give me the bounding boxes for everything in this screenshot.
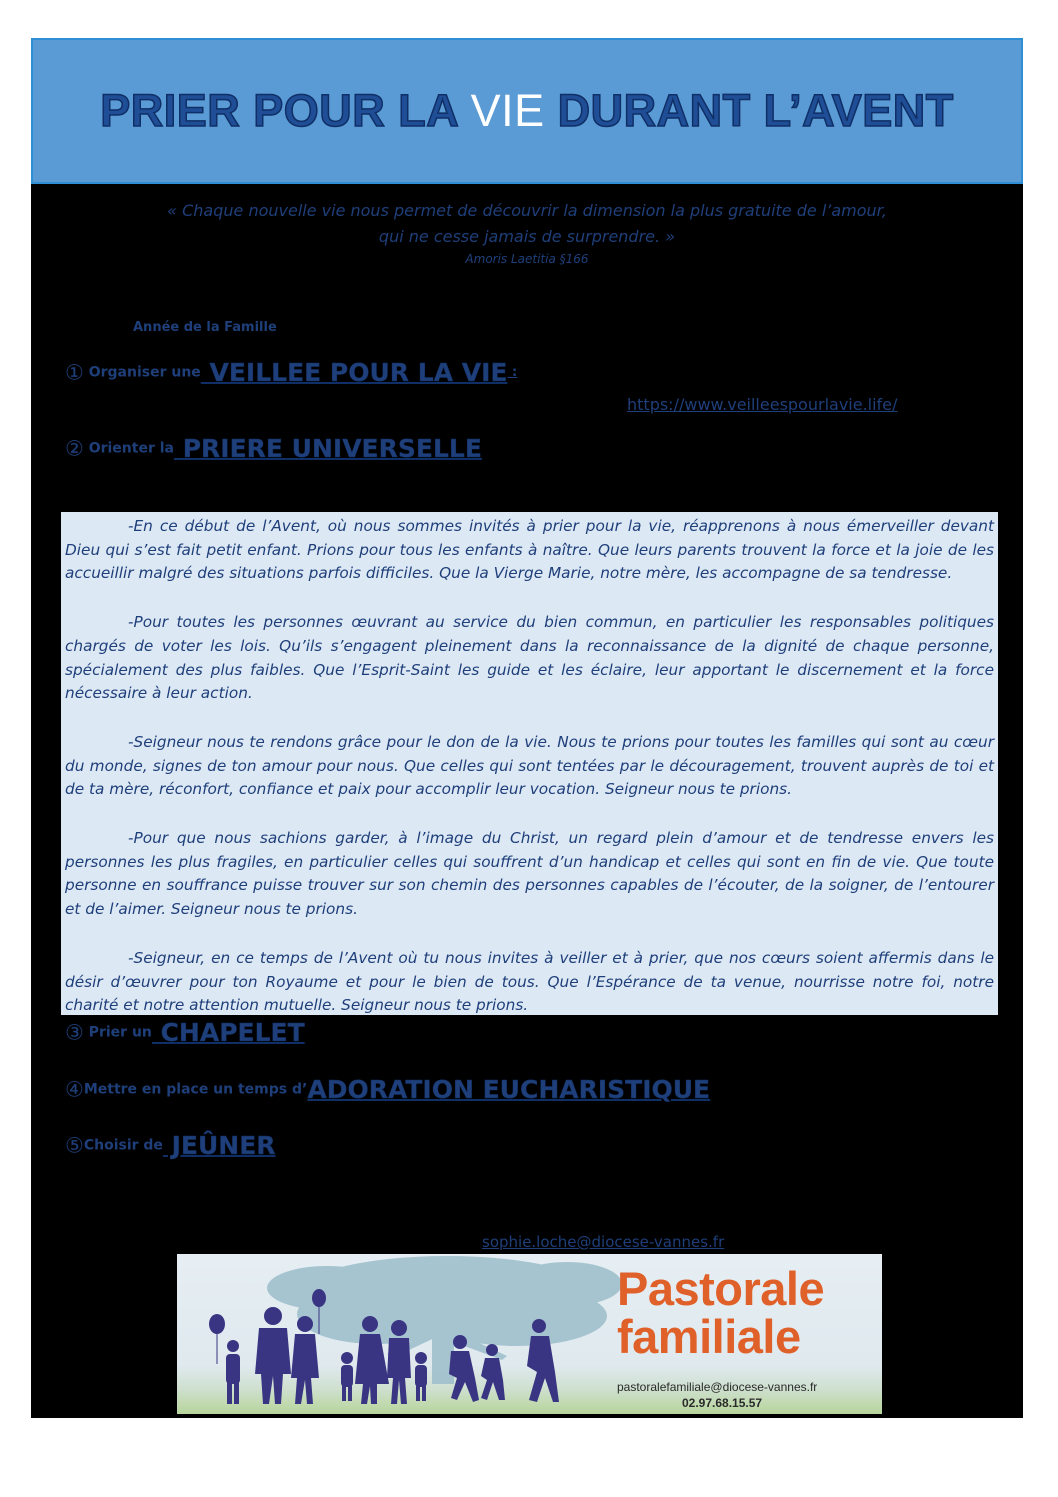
step-adoration [65, 1075, 710, 1104]
banner-title-line-2: familiale [617, 1310, 801, 1363]
step-jeuner [65, 1131, 276, 1160]
pastorale-banner [177, 1254, 882, 1414]
title-highlight: VIE [470, 85, 545, 136]
step-intro: Organiser une [83, 364, 201, 381]
step-number: ① [65, 360, 84, 385]
prayer-paragraph: -Pour toutes les personnes œuvrant au service du bien commun, en particulier les responsables politiques chargés de voter les lois. Qu’ils s’engagent pleinement dans la reconnaissance de la dignité de chaque personne, spécialement des plus faibles. Que l’Esprit-Saint les guide et les éclaire, leur apportant le discernement et la force nécessaire à leur action. [65, 613, 994, 703]
step-heading: CHAPELET [151, 1018, 305, 1047]
step-priere [65, 434, 482, 463]
step-intro: Mettre en place un temps d’ [83, 1081, 308, 1098]
step-intro: Prier un [83, 1024, 152, 1041]
step-intro: Choisir de [83, 1137, 163, 1154]
step-heading: ADORATION EUCHARISTIQUE [307, 1075, 711, 1104]
veillee-link[interactable]: https://www.veilleespourlavie.life/ [627, 395, 898, 414]
step-chapelet [65, 1018, 305, 1047]
step-number: ③ [65, 1020, 84, 1045]
prayer-paragraph: -Seigneur nous te rendons grâce pour le don de la vie. Nous te prions pour toutes les familles qui sont au cœur du monde, signes de ton amour pour nous. Que celles qui sont tentées par le découragement, trouvent auprès de toi et de ta mère, réconfort, confiance et paix pour accomplir leur vocation. Seigneur nous te prions. [65, 732, 994, 799]
step-heading: VEILLEE POUR LA VIE [200, 358, 508, 387]
contact-email-link[interactable]: sophie.loche@diocese-vannes.fr [482, 1233, 725, 1251]
year-label: Année de la Famille [133, 320, 277, 335]
step-heading: JEÛNER [162, 1131, 276, 1160]
step-number: ② [65, 436, 84, 461]
prayer-paragraph: -Seigneur, en ce temps de l’Avent où tu nous invites à veiller et à prier, que nos cœurs soient affermis dans le désir d’œuvrer pour ton Royaume et pour le bien de tous. Que l’Espérance de ta venue, nourrisse notre foi, notre charité et notre attention mutuelle. Seigneur nous te prions. [65, 948, 994, 1015]
title-banner [31, 38, 1023, 184]
prayers-box [61, 512, 998, 1015]
banner-email: pastoralefamiliale@diocese-vannes.fr [617, 1380, 818, 1394]
step-veillee [65, 358, 517, 387]
step-number: ⑤ [65, 1133, 84, 1158]
banner-title-line-1: Pastorale [617, 1262, 825, 1315]
document-page [31, 38, 1023, 1418]
step-heading: PRIERE UNIVERSELLE [173, 434, 482, 463]
quote-source: Amoris Laetitia §166 [465, 252, 589, 266]
quote-line-1: « Chaque nouvelle vie nous permet de découvrir la dimension la plus gratuite de l’amour, [167, 201, 887, 220]
tree-icon [267, 1256, 622, 1384]
step-intro: Orienter la [83, 440, 174, 457]
step-number: ④ [65, 1077, 84, 1102]
quote-line-2: qui ne cesse jamais de surprendre. » [378, 227, 676, 246]
banner-phone: 02.97.68.15.57 [682, 1396, 763, 1410]
step-suffix: : [507, 365, 518, 380]
page-title: PRIER POUR LA VIE DURANT L’AVENT [100, 85, 954, 136]
prayer-paragraph: -En ce début de l’Avent, où nous sommes invités à prier pour la vie, réapprenons à nous émerveiller devant Dieu qui s’est fait petit enfant. Prions pour tous les enfants à naître. Que leurs parents trouvent la force et la joie de les accueillir malgré des situations parfois difficiles. Que la Vierge Marie, notre mère, les accompagne de sa tendresse. [65, 517, 994, 583]
prayer-paragraph: -Pour que nous sachions garder, à l’image du Christ, un regard plein d’amour et de tendresse envers les personnes les plus fragiles, en particulier celles qui souffrent d’un handicap et celles qui sont en fin de vie. Que toute personne en souffrance puisse trouver sur son chemin des personnes capables de l’écouter, de la soigner, de l’entourer et de l’aimer. Seigneur nous te prions. [65, 829, 994, 919]
